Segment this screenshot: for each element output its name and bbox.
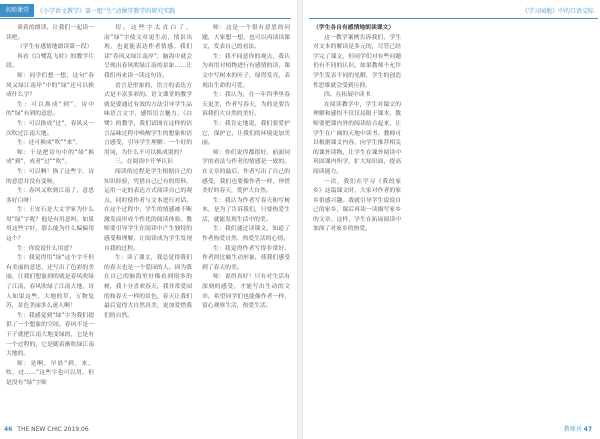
right-page-number: 47 bbox=[583, 426, 592, 433]
paragraph: 生：我觉得作者写得非常好，作者的比喻生动形象，使我们感受到了春天的美。 bbox=[202, 245, 290, 271]
right-footer-label: 教师刊 bbox=[563, 426, 582, 433]
paragraph: 再看《白鹭乱飞时》的教学片段。 bbox=[6, 53, 94, 70]
paragraph: 生：我觉得用“绿”这个字不但有美丽的意思，还写出了色彩的美丽，让我们想象到的就是春风吹绿了江南，春风吹绿了江南大地，诗人如果这些，大地的草，万物复苏，景色美丽多么迷人啊！ bbox=[6, 255, 94, 310]
paragraph: 生：王安石是大文学家为什么用“绿”字呢？他是有用意吗。如果用这些字好，那么能为什么偏偏用这个？ bbox=[6, 207, 94, 243]
paragraph: 生：春风又吹到江南了，意思多好白呀！ bbox=[6, 188, 94, 204]
right-footer bbox=[564, 424, 592, 433]
paragraph: 切。这些字太直白了，而“绿”字使文章更生动，情景出现，也更能表达作者情感。我们读“春风又绿江南岸”，脑海中就会呈现出春风吹绿江南的景象……让我们再来读一读这句诗。 bbox=[104, 25, 192, 79]
text-column-2 bbox=[104, 24, 192, 416]
paragraph: 师：于是把诗句中的“绿”换成“到”，成者“过”“吹”。 bbox=[6, 149, 94, 166]
paragraph: 生：我认为作者写春天和写树木，是为了告诉我们，只要热爱生活，就能发现生活中的美。 bbox=[202, 197, 290, 223]
right-page-header bbox=[519, 4, 594, 17]
paragraph: 在阅读教学中，学生对课文的理解和感悟不仅仅局限于课本，教师要把课内外的阅读结合起来，让学生在广阔的天地中读书。教师可以根据课文内容，向学生推荐相关的课外读物，让学生在课外阅读中巩固课内所学，扩大知识面，提高阅读能力。 bbox=[313, 101, 401, 175]
paragraph: 生：我感觉到“绿”字为我们提供了一个想象的空间，春风不是一下子就把江南大地变绿的，它是有一个过程的，它是随着渐吹绿江南大地的。 bbox=[6, 312, 94, 358]
paragraph: 师：同学们想一想，这句“春风又绿江南岸”中的“绿”还可以换成什么字？ bbox=[6, 72, 94, 99]
text-column-3 bbox=[202, 24, 290, 416]
paragraph: 这一教学案例告诉我们，学生对文本的解读是多元的，尽管已经学完了课文，但同学们对有些问题仍有不同的认识。如果教师不允许学生发表不同的见解，学生的创造性思维就会受到压抑。 bbox=[313, 34, 401, 89]
text-column-4 bbox=[313, 24, 401, 416]
paragraph: 生：可以换成“过”，春风又一次吹过江南大地。 bbox=[6, 120, 94, 137]
left-header-rule bbox=[0, 18, 291, 19]
left-footer bbox=[4, 426, 89, 433]
left-running-title: 《小学语文教学》第一组“生”动课堂教学的研究实践 bbox=[37, 8, 176, 15]
paragraph: 生：可以换成“到”，诗中的“绿”有到的意思。 bbox=[6, 101, 94, 118]
right-running-title: 《学习园地》中的口语交际 bbox=[521, 8, 594, 15]
paragraph: 生：读了课文，我总觉得我们的春天也是一个爱园的人。因为我在自己的脑海里好像看到很多的树，我十分喜欢春天，我非常爱园的和春天一样的景色，春天让我们最后觉得大自然真美，更加爱惜我们的自然。 bbox=[104, 255, 192, 319]
paragraph: （学生有感情地朗读第一段） bbox=[17, 44, 93, 51]
right-page bbox=[303, 0, 600, 439]
paragraph: 生：我肯定地说，我们要爱护它，保护它，让我们的环境更加美丽。 bbox=[202, 120, 290, 147]
paragraph: 四、在拓展中读书 bbox=[324, 92, 371, 99]
left-page bbox=[0, 0, 297, 439]
paragraph: 师：你们说得都很好。前面同学的看法与作者的情感是一致的。在文章的最后，作者写出了自己的感受，我们也要像作者一样，珍惜美好的春天，爱护大自然。 bbox=[202, 149, 290, 195]
paragraph: （学生各自有感情地朗读课文） bbox=[313, 25, 395, 31]
paragraph: 谈着的朗读，让我们一起读一读吧。 bbox=[6, 25, 94, 41]
paragraph: 师：说得真好！只有对生活有深刻的感受，才能写出生动的文章。希望同学们也能像作者一样，留心观察生活，热爱生活。 bbox=[202, 274, 290, 310]
paragraph: 生：我不同意你的观点，我认为再用对植物进行有感情的读，课文中写树木的叶子，绿得发亮，表现出生命的可爱。 bbox=[202, 53, 290, 89]
paragraph: 师：这是一个很有意思的问题，大家想一想，也可以再读读课文，发表自己的看法。 bbox=[202, 25, 290, 51]
right-header-rule bbox=[309, 18, 598, 19]
paragraph: 师：是啊，早晨“到、来、吹、过……”这些字也可以用，但是没有“绿”字贴 bbox=[6, 360, 94, 386]
text-column-1 bbox=[6, 24, 94, 416]
paragraph: 语言是形象的，语言的表达方式是丰富多彩的。语文课堂的教学就是要通过有效的方法引导学生品味语言文字，感悟语言魅力。《白鹭》的教学，我们试图在这样的语言品味过程中唤醒学生的想象和语言感受，引导学生理解：一个好的用词，为什么不可以换成别的？ bbox=[104, 82, 192, 156]
left-page-header bbox=[0, 4, 175, 17]
paragraph: 生：可以啊！换了这些字，诗的意思并没有变呀。 bbox=[6, 168, 94, 185]
left-page-number: 46 bbox=[4, 426, 13, 433]
paragraph: 生：你说说什么用意？ bbox=[17, 245, 75, 252]
paragraph: 生：我们通过读课文，知道了作者热爱自然、热爱生活的心情。 bbox=[202, 226, 290, 243]
paragraph: 生：还可换成“吹”“来”。 bbox=[17, 140, 82, 147]
paragraph: 一次，我们在学习《我的家乡》这篇课文时，大家对作者的家乡很感兴趣。我就引导学生说说自己的家乡，课后再读一读描写家乡的文章。这样，学生在拓展阅读中加深了对家乡的热爱。 bbox=[313, 178, 401, 233]
paragraph: 阅读的过程是学生根据自己的知识经验，凭借自己已有的资料，运用一定的表达方式阅读自己的观点，同时使作者与文本进行对话。在这个过程中，学生的情感被不断激发而形成个性化的阅读体验。教师要引导学生在阅读中产生独特的感受和理解，让阅读成为学生发现自我的过程。 bbox=[104, 168, 192, 252]
paragraph: 生：我认为，在一年四季里春天更美，作者写春天，为的是要告诉我们大自然的美好。 bbox=[202, 92, 290, 118]
paragraph: 三、在阅读中升华认识 bbox=[115, 159, 173, 166]
magazine-name: THE NEW CHIC 2019.06 bbox=[17, 426, 89, 433]
section-tag: 名师课堂 bbox=[0, 4, 34, 17]
